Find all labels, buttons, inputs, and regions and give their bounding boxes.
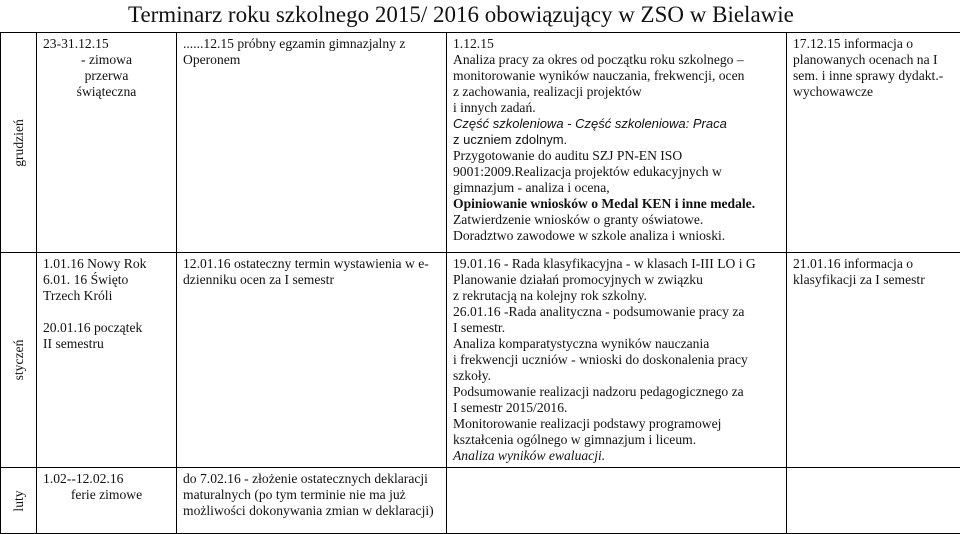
deadlines-cell (177, 33, 447, 253)
task-line: gimnazjum - analiza i ocena, (453, 180, 610, 195)
holidays-cell (37, 253, 177, 468)
task-line: Opiniowanie wniosków o Medal KEN i inne medale. (453, 196, 756, 211)
date-line: ferie zimowe (70, 487, 143, 502)
task-line: kształcenia ogólnego w gimnazjum i liceum. (453, 432, 697, 447)
task-line: i innych zadań. (453, 100, 536, 115)
info-text: 21.01.16 informacja o klasyfikacji za I semestr (793, 256, 925, 287)
task-line: monitorowanie wyników nauczania, frekwencji, ocen (453, 68, 745, 83)
month-cell (1, 253, 37, 468)
task-line: szkoły. (453, 368, 492, 383)
deadlines-cell (177, 253, 447, 468)
month-label: styczeń (10, 339, 26, 381)
month-cell (1, 468, 37, 534)
task-line: z zachowania, realizacji projektów (453, 84, 642, 99)
task-line: I semestr 2015/2016. (453, 400, 568, 415)
table-row-december (1, 33, 960, 253)
task-line: Część szkoleniowa - Część szkoleniowa: Praca (453, 116, 727, 131)
table-row-january (1, 253, 960, 468)
holidays-cell (37, 33, 177, 253)
date-line: Trzech Króli (43, 288, 113, 303)
task-line: Doradztwo zawodowe w szkole analiza i wnioski. (453, 228, 726, 243)
date-line: świąteczna (76, 84, 137, 99)
month-label: grudzień (10, 118, 26, 167)
task-line: Analiza pracy za okres od początku roku szkolnego – (453, 52, 744, 67)
tasks-cell (447, 253, 787, 468)
task-line: i frekwencji uczniów - wnioski do doskonalenia pracy (453, 352, 748, 367)
task-line: z uczniem zdolnym. (453, 132, 568, 147)
info-text: 17.12.15 informacja o planowanych ocenach na I sem. i inne sprawy dydakt.-wychowawcze (793, 36, 944, 99)
deadline-text: 12.01.16 ostateczny termin wystawienia w e-dzienniku ocen za I semestr (183, 256, 429, 287)
tasks-cell (447, 33, 787, 253)
deadline-date: 12.01.16 (183, 256, 231, 271)
date-line: II semestru (43, 336, 104, 351)
month-cell (1, 33, 37, 253)
info-cell (787, 33, 960, 253)
date-line: 23-31.12.15 (43, 36, 109, 51)
deadline-date: ......12.15 (183, 36, 234, 51)
task-line: 9001:2009.Realizacja projektów edukacyjnych w (453, 164, 722, 179)
tasks-cell (447, 468, 787, 534)
task-line: 26.01.16 -Rada analityczna - podsumowanie pracy za (453, 304, 745, 319)
school-calendar-table (0, 32, 960, 534)
deadline-text: ......12.15 próbny egzamin gimnazjalny z Operonem (183, 36, 406, 67)
task-line: Przygotowanie do auditu SZJ PN-EN ISO (453, 148, 683, 163)
task-line: Analiza wyników ewaluacji. (453, 448, 606, 463)
date-line: 20.01.16 początek (43, 320, 143, 335)
task-line: Planowanie działań promocyjnych w związku (453, 272, 703, 287)
deadlines-cell (177, 468, 447, 534)
task-date: 1.12.15 (453, 36, 494, 51)
holidays-cell (37, 468, 177, 534)
date-line: - zimowa (81, 52, 132, 67)
task-line: z rekrutacją na kolejny rok szkolny. (453, 288, 647, 303)
page-title: Terminarz roku szkolnego 2015/ 2016 obowiązujący w ZSO w Bielawie (128, 2, 794, 27)
date-line: 1.01.16 Nowy Rok (43, 256, 147, 271)
month-label: luty (10, 489, 26, 512)
task-line: Podsumowanie realizacji nadzoru pedagogicznego za (453, 384, 744, 399)
task-line: Analiza komparatystyczna wyników nauczania (453, 336, 710, 351)
task-line: Monitorowanie realizacji podstawy programowej (453, 416, 722, 431)
spacer (43, 304, 170, 320)
date-line: przerwa (84, 68, 129, 83)
info-cell (787, 253, 960, 468)
info-date: 21.01.16 (793, 256, 841, 271)
table-row-february (1, 468, 960, 534)
task-line: 19.01.16 - Rada klasyfikacyjna - w klasach I-III LO i G (453, 256, 756, 271)
date-line: 6.01. 16 Święto (43, 272, 129, 287)
deadline-text: do 7.02.16 - złożenie ostatecznych deklaracji maturalnych (po tym terminie nie ma już możliwości dokonywania zmian w deklaracji) (183, 471, 434, 518)
date-line: 1.02--12.02.16 (43, 471, 124, 486)
info-date: 17.12.15 (793, 36, 841, 51)
task-line: I semestr. (453, 320, 506, 335)
info-cell (787, 468, 960, 534)
task-line: Zatwierdzenie wniosków o granty oświatowe. (453, 212, 704, 227)
